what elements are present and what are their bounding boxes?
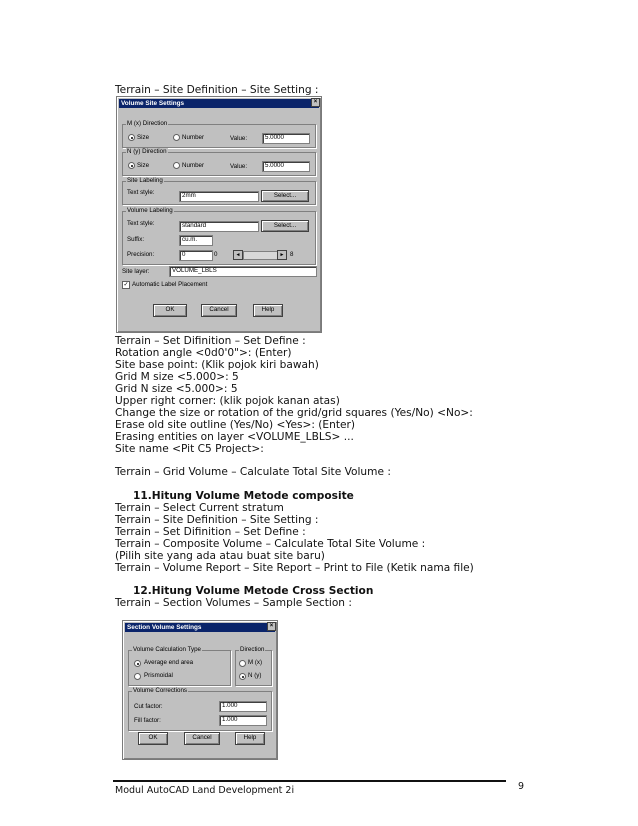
radio-label: Number — [182, 162, 205, 169]
text-line: Erasing entities on layer <VOLUME_LBLS> ... — [115, 431, 354, 443]
text-line: Upper right corner: (klik pojok kanan atas) — [115, 395, 340, 407]
text-line: Terrain – Set Difinition – Set Define : — [115, 335, 306, 347]
group-label: Site Labeling — [127, 177, 163, 184]
help-button[interactable]: Help — [235, 732, 265, 745]
footer-rule — [113, 780, 506, 782]
prismoidal-radio[interactable] — [134, 673, 141, 680]
site-layer-input[interactable]: VOLUME_LBLS — [169, 266, 317, 277]
group-label: M (x) Direction — [127, 120, 168, 127]
text-style-label: Text style: — [127, 220, 155, 227]
site-select-button[interactable]: Select... — [261, 190, 309, 202]
dialog-title: Section Volume Settings — [125, 623, 275, 632]
m-x-radio[interactable] — [239, 660, 246, 667]
radio-label: N (y) — [248, 672, 262, 679]
precision-label: Precision: — [127, 251, 155, 258]
m-number-radio[interactable] — [173, 134, 180, 141]
site-text-style-input[interactable]: 2mm — [179, 191, 259, 202]
text-line: Terrain – Composite Volume – Calculate Total Site Volume : — [115, 538, 426, 550]
slider-max-label: 8 — [290, 251, 294, 258]
footer-title: Modul AutoCAD Land Development 2i — [115, 785, 295, 796]
group-label: Volume Labeling — [127, 207, 173, 214]
text-line: (Pilih site yang ada atau buat site baru) — [115, 550, 325, 562]
volume-site-settings-dialog — [116, 96, 322, 333]
value-label: Value: — [230, 135, 248, 142]
text-line: Terrain – Section Volumes – Sample Section : — [115, 597, 352, 609]
ok-button[interactable]: OK — [138, 732, 168, 745]
n-y-radio[interactable] — [239, 673, 246, 680]
site-layer-label: Site layer: — [122, 268, 150, 275]
group-label: Volume Corrections — [133, 687, 187, 694]
text-line: Terrain – Select Current stratum — [115, 502, 284, 514]
text-line: Rotation angle <0d0'0">: (Enter) — [115, 347, 292, 359]
text-line: Terrain – Site Definition – Site Setting : — [115, 514, 319, 526]
volume-text-style-input[interactable]: standard — [179, 221, 259, 232]
cancel-button[interactable]: Cancel — [201, 304, 237, 317]
checkbox-label: Automatic Label Placement — [132, 281, 208, 288]
help-button[interactable]: Help — [253, 304, 283, 317]
precision-slider[interactable] — [243, 251, 279, 260]
fill-factor-input[interactable]: 1.000 — [219, 715, 267, 726]
dialog-title: Volume Site Settings — [119, 99, 319, 108]
m-size-radio[interactable] — [128, 134, 135, 141]
radio-label: M (x) — [248, 659, 263, 666]
section-heading: 12.Hitung Volume Metode Cross Section — [133, 585, 374, 597]
radio-label: Prismoidal — [144, 672, 173, 679]
section-heading: 11.Hitung Volume Metode composite — [133, 490, 354, 502]
suffix-input[interactable]: cu.m. — [179, 235, 213, 246]
calculation-type-group — [128, 646, 231, 686]
value-label: Value: — [230, 163, 248, 170]
text-line: Terrain – Site Definition – Site Setting : — [115, 84, 319, 96]
ok-button[interactable]: OK — [153, 304, 187, 317]
n-number-radio[interactable] — [173, 162, 180, 169]
slider-right-arrow-icon[interactable]: ► — [277, 250, 287, 260]
group-label: Volume Calculation Type — [133, 646, 201, 653]
auto-label-checkbox[interactable]: ✓ — [123, 282, 129, 288]
text-line: Erase old site outline (Yes/No) <Yes>: (Enter) — [115, 419, 355, 431]
volume-select-button[interactable]: Select... — [261, 220, 309, 232]
close-icon[interactable]: × — [267, 622, 276, 631]
n-value-input[interactable]: 5.0000 — [262, 161, 310, 172]
text-line: Change the size or rotation of the grid/grid squares (Yes/No) <No>: — [115, 407, 473, 419]
text-line: Site base point: (Klik pojok kiri bawah) — [115, 359, 319, 371]
cancel-button[interactable]: Cancel — [184, 732, 220, 745]
text-line: Terrain – Volume Report – Site Report – Print to File (Ketik nama file) — [115, 562, 474, 574]
close-icon[interactable]: × — [311, 98, 320, 107]
direction-group — [235, 646, 272, 686]
slider-left-arrow-icon[interactable]: ◄ — [233, 250, 243, 260]
average-end-area-radio[interactable] — [134, 660, 141, 667]
text-line: Grid N size <5.000>: 5 — [115, 383, 238, 395]
text-line: Terrain – Set Difinition – Set Define : — [115, 526, 306, 538]
text-style-label: Text style: — [127, 189, 155, 196]
fill-factor-label: Fill factor: — [134, 717, 161, 724]
slider-min-label: 0 — [214, 251, 218, 258]
m-value-input[interactable]: 5.0000 — [262, 133, 310, 144]
radio-label: Size — [137, 134, 150, 141]
suffix-label: Suffix: — [127, 236, 145, 243]
cut-factor-input[interactable]: 1.000 — [219, 701, 267, 712]
text-line: Grid M size <5.000>: 5 — [115, 371, 239, 383]
precision-input[interactable]: 0 — [179, 250, 213, 261]
text-line: Terrain – Grid Volume – Calculate Total Site Volume : — [115, 466, 391, 478]
text-line: Site name <Pit C5 Project>: — [115, 443, 264, 455]
section-volume-settings-dialog — [122, 620, 278, 760]
cut-factor-label: Cut factor: — [134, 703, 163, 710]
radio-label: Average end area — [144, 659, 194, 666]
group-label: N (y) Direction — [127, 148, 167, 155]
group-label: Direction — [240, 646, 265, 653]
radio-label: Size — [137, 162, 150, 169]
radio-label: Number — [182, 134, 205, 141]
page-number: 9 — [518, 781, 525, 792]
n-size-radio[interactable] — [128, 162, 135, 169]
